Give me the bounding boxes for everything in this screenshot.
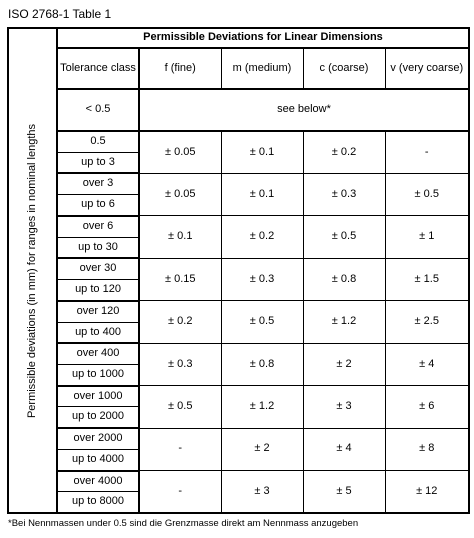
deviation-fine: ± 0.2 — [139, 301, 221, 343]
see-below-note: see below* — [139, 89, 469, 131]
table-row — [8, 131, 469, 152]
deviation-very-coarse: ± 2.5 — [385, 301, 469, 343]
deviation-coarse: ± 0.2 — [303, 131, 385, 173]
deviation-medium: ± 0.3 — [221, 258, 303, 300]
range-from: over 2000 — [57, 428, 139, 449]
table-caption: Permissible Deviations for Linear Dimensions — [57, 28, 469, 48]
range-to: up to 2000 — [57, 407, 139, 428]
deviation-coarse: ± 0.8 — [303, 258, 385, 300]
table-row — [8, 216, 469, 237]
deviation-fine: ± 0.1 — [139, 216, 221, 258]
deviation-coarse: ± 4 — [303, 428, 385, 470]
column-header-medium: m (medium) — [221, 48, 303, 88]
tolerance-class-header: Tolerance class — [57, 48, 139, 88]
range-to: up to 1000 — [57, 364, 139, 385]
deviation-very-coarse: ± 1.5 — [385, 258, 469, 300]
range-to: up to 3 — [57, 152, 139, 173]
range-to: up to 8000 — [57, 492, 139, 513]
deviation-coarse: ± 0.5 — [303, 216, 385, 258]
side-label-cell — [8, 28, 57, 513]
deviation-medium: ± 0.1 — [221, 131, 303, 173]
deviation-medium: ± 2 — [221, 428, 303, 470]
table-row — [8, 258, 469, 279]
deviation-very-coarse: ± 6 — [385, 386, 469, 428]
range-from: over 3 — [57, 173, 139, 194]
range-from: over 4000 — [57, 471, 139, 492]
deviation-fine: ± 0.05 — [139, 173, 221, 215]
range-to: up to 6 — [57, 195, 139, 216]
range-to: up to 400 — [57, 322, 139, 343]
footnote: *Bei Nennmassen under 0.5 sind die Grenzmasse direkt am Nennmass anzugeben — [8, 518, 359, 529]
deviation-coarse: ± 5 — [303, 471, 385, 513]
range-to: up to 120 — [57, 280, 139, 301]
deviation-coarse: ± 2 — [303, 343, 385, 385]
deviation-medium: ± 0.2 — [221, 216, 303, 258]
range-from: over 6 — [57, 216, 139, 237]
document-title: ISO 2768-1 Table 1 — [8, 7, 112, 21]
deviation-fine: ± 0.3 — [139, 343, 221, 385]
range-from: over 120 — [57, 301, 139, 322]
table-row — [8, 428, 469, 449]
deviation-very-coarse: - — [385, 131, 469, 173]
deviation-fine: ± 0.5 — [139, 386, 221, 428]
range-from: 0.5 — [57, 131, 139, 152]
deviation-coarse: ± 3 — [303, 386, 385, 428]
deviation-medium: ± 0.1 — [221, 173, 303, 215]
range-from: over 30 — [57, 258, 139, 279]
deviation-very-coarse: ± 4 — [385, 343, 469, 385]
range-under-half: < 0.5 — [57, 89, 139, 131]
deviation-medium: ± 3 — [221, 471, 303, 513]
table-row — [8, 343, 469, 364]
range-to: up to 4000 — [57, 449, 139, 470]
deviation-fine: ± 0.15 — [139, 258, 221, 300]
range-from: over 400 — [57, 343, 139, 364]
tolerance-table — [7, 27, 470, 514]
deviation-fine: - — [139, 471, 221, 513]
deviation-fine: - — [139, 428, 221, 470]
deviation-very-coarse: ± 0.5 — [385, 173, 469, 215]
deviation-fine: ± 0.05 — [139, 131, 221, 173]
deviation-very-coarse: ± 1 — [385, 216, 469, 258]
range-to: up to 30 — [57, 237, 139, 258]
column-header-coarse: c (coarse) — [303, 48, 385, 88]
table-row — [8, 301, 469, 322]
deviation-very-coarse: ± 12 — [385, 471, 469, 513]
side-label: Permissible deviations (in mm) for ranges in nominal lengths — [25, 123, 38, 418]
column-header-fine: f (fine) — [139, 48, 221, 88]
range-from: over 1000 — [57, 386, 139, 407]
deviation-coarse: ± 1.2 — [303, 301, 385, 343]
deviation-medium: ± 0.8 — [221, 343, 303, 385]
column-header-very-coarse: v (very coarse) — [385, 48, 469, 88]
table-row — [8, 471, 469, 492]
deviation-medium: ± 0.5 — [221, 301, 303, 343]
table-row — [8, 173, 469, 194]
deviation-medium: ± 1.2 — [221, 386, 303, 428]
table-row — [8, 386, 469, 407]
deviation-coarse: ± 0.3 — [303, 173, 385, 215]
deviation-very-coarse: ± 8 — [385, 428, 469, 470]
